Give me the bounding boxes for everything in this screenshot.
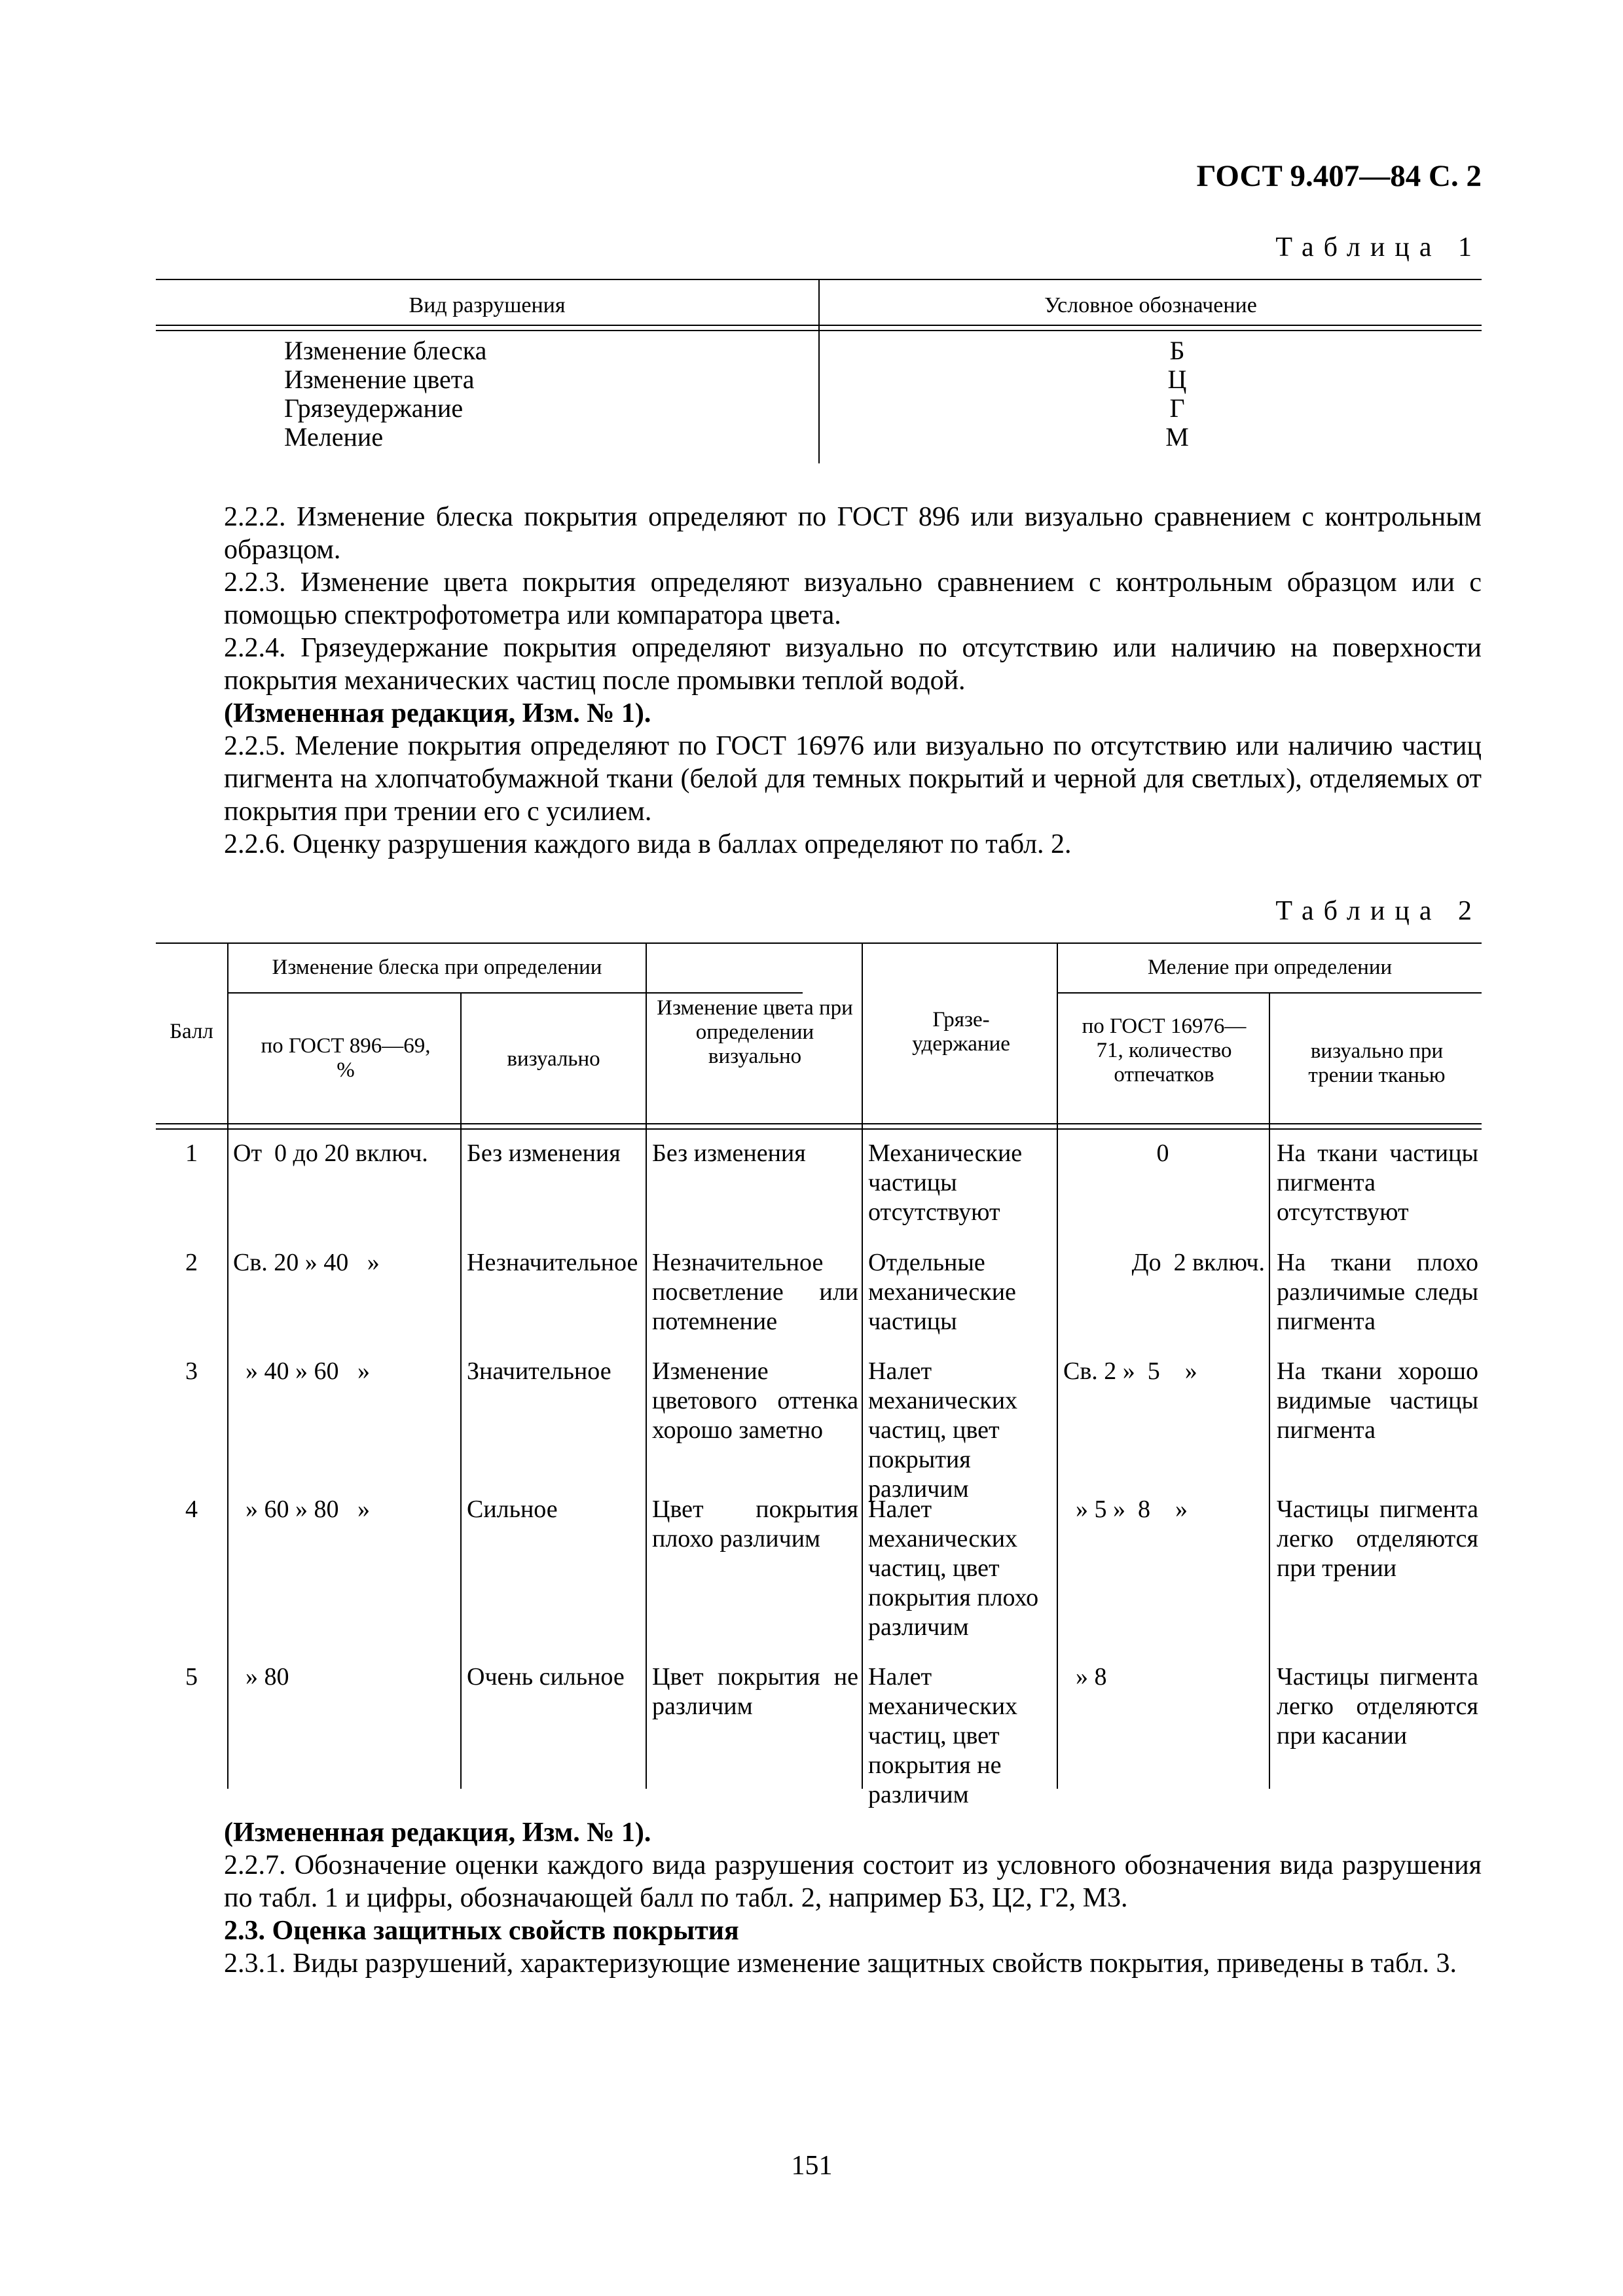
table2-header-rule — [156, 1123, 1482, 1124]
table2-vline — [646, 942, 647, 1789]
table1-code: Ц — [1167, 365, 1187, 394]
cell-ball: 3 — [185, 1357, 198, 1385]
cell-gloss-gost: » 40 » 60 » — [233, 1357, 370, 1385]
table1-name: Изменение цвета — [284, 365, 475, 394]
cell-chalk-gost: До 2 включ. — [1131, 1249, 1265, 1276]
cell-chalk-gost: Св. 2 » 5 » — [1063, 1357, 1197, 1385]
table1-name: Меление — [284, 422, 384, 452]
header-ball: Балл — [170, 1020, 213, 1043]
table2-vline — [862, 942, 863, 1789]
paragraph-2-3-1: 2.3.1. Виды разрушений, характеризующие изменение защитных свойств покрытия, приведены в табл. 3. — [224, 1948, 1457, 1979]
cell-dirt: Налет механических частиц, цвет покрытия не различим — [868, 1663, 1018, 1808]
amendment-note: (Измененная редакция, Изм. № 1). — [224, 1818, 651, 1848]
table1-caption: Таблица 1 — [1275, 232, 1482, 262]
table1-code: Б — [1169, 336, 1185, 365]
paragraph-2-2-4: 2.2.4. Грязеудержание покрытия определяют визуально по отсутствию или наличию на поверхности покрытия механических частиц после промывки теплой водой. — [224, 633, 1482, 696]
table1-name: Грязеудержание — [284, 393, 464, 423]
cell-gloss-visual: Незначительное — [467, 1249, 638, 1276]
cell-gloss-visual: Очень сильное — [467, 1663, 625, 1691]
cell-ball: 5 — [185, 1663, 198, 1691]
cell-gloss-gost: » 80 — [233, 1663, 289, 1691]
header-chalk-gost: по ГОСТ 16976—71, количество отпечатков — [1082, 1014, 1247, 1086]
table2-gloss-group-rule — [227, 992, 803, 994]
header-dirt: Грязе-удержание — [912, 1008, 1010, 1056]
paragraph-2-2-3: 2.2.3. Изменение цвета покрытия определяют визуально сравнением с контрольным образцом или с помощью спектрофотометра или компаратора цвета. — [224, 567, 1482, 630]
table2-vline — [1057, 942, 1058, 1789]
header-gloss-gost: по ГОСТ 896—69, % — [261, 1034, 431, 1082]
cell-ball: 1 — [185, 1139, 198, 1167]
cell-chalk-gost: » 5 » 8 » — [1063, 1496, 1188, 1523]
table1-names — [284, 336, 486, 452]
table2-caption: Таблица 2 — [1275, 896, 1482, 926]
cell-ball: 2 — [185, 1249, 198, 1276]
table1-code: Г — [1169, 393, 1185, 423]
paragraph-2-2-2: 2.2.2. Изменение блеска покрытия определяют по ГОСТ 896 или визуально сравнением с контрольным образцом. — [224, 502, 1482, 565]
section-heading-2-3: 2.3. Оценка защитных свойств покрытия — [224, 1916, 739, 1946]
table1-col-type: Вид разрушения — [409, 293, 566, 317]
cell-chalk-visual: На ткани частицы пигмента отсутствуют — [1277, 1139, 1478, 1226]
cell-dirt: Отдельные механические частицы — [868, 1249, 1016, 1335]
table1-col-code: Условное обозначение — [1044, 293, 1257, 317]
table2-vline — [460, 994, 462, 1789]
table2-vline — [1269, 994, 1270, 1789]
table2-vline — [227, 942, 228, 1789]
cell-chalk-gost: » 8 — [1063, 1663, 1107, 1691]
header-gloss-visual: визуально — [507, 1047, 600, 1071]
cell-color: Цвет покрытия не различим — [652, 1663, 858, 1720]
cell-color: Изменение цветового оттенка хорошо заметно — [652, 1357, 858, 1444]
cell-gloss-visual: Без изменения — [467, 1139, 621, 1167]
cell-gloss-gost: » 60 » 80 » — [233, 1496, 370, 1523]
header-chalk-visual: визуально при трении тканью — [1308, 1039, 1446, 1087]
table1-code: М — [1165, 422, 1189, 452]
cell-ball: 4 — [185, 1496, 198, 1523]
document-header: ГОСТ 9.407—84 С. 2 — [1196, 159, 1482, 193]
cell-gloss-gost: От 0 до 20 включ. — [233, 1139, 428, 1167]
paragraph-block-2 — [156, 1816, 1482, 1980]
cell-chalk-visual: Частицы пигмента легко отделяются при касании — [1277, 1663, 1478, 1749]
table1-name: Изменение блеска — [284, 336, 487, 365]
cell-gloss-visual: Сильное — [467, 1496, 558, 1523]
cell-chalk-visual: На ткани хорошо видимые частицы пигмента — [1277, 1357, 1478, 1444]
table2-header-rule-2 — [156, 1128, 1482, 1130]
cell-gloss-gost: Св. 20 » 40 » — [233, 1249, 380, 1276]
cell-color: Без изменения — [652, 1139, 806, 1167]
cell-color: Незначительное посветление или потемнение — [652, 1249, 858, 1335]
cell-chalk-gost: 0 — [1156, 1139, 1169, 1167]
table1 — [156, 279, 1482, 463]
header-gloss-group: Изменение блеска при определении — [272, 956, 602, 979]
cell-chalk-visual: Частицы пигмента легко отделяются при трении — [1277, 1496, 1478, 1582]
table2-top-rule — [156, 942, 1482, 944]
cell-dirt: Налет механических частиц, цвет покрытия плохо различим — [868, 1496, 1039, 1641]
paragraph-block-1 — [156, 501, 1482, 861]
header-chalk-group: Меление при определении — [1147, 956, 1393, 979]
amendment-note: (Измененная редакция, Изм. № 1). — [224, 698, 651, 728]
table2 — [156, 942, 1482, 1808]
cell-chalk-visual: На ткани плохо различимые следы пигмента — [1277, 1249, 1478, 1335]
cell-color: Цвет покрытия плохо различим — [652, 1496, 858, 1552]
cell-dirt: Механические частицы отсутствуют — [868, 1139, 1023, 1226]
table1-codes — [1118, 336, 1236, 452]
paragraph-2-2-5: 2.2.5. Меление покрытия определяют по ГОСТ 16976 или визуально по отсутствию или наличию частиц пигмента на хлопчатобумажной ткани (белой для темных покрытий и черной для светлых), отделяемых от покрытия при трении его с усилием. — [224, 731, 1482, 827]
header-color: Изменение цвета при определении визуально — [657, 996, 853, 1068]
paragraph-2-2-7: 2.2.7. Обозначение оценки каждого вида разрушения состоит из условного обозначения вида разрушения по табл. 1 и цифры, обозначающей балл по табл. 2, например Б3, Ц2, Г2, М3. — [224, 1850, 1482, 1913]
paragraph-2-2-6: 2.2.6. Оценку разрушения каждого вида в баллах определяют по табл. 2. — [224, 829, 1072, 859]
cell-dirt: Налет механических частиц, цвет покрытия различим — [868, 1357, 1018, 1503]
cell-gloss-visual: Значительное — [467, 1357, 611, 1385]
page-number: 151 — [791, 2151, 833, 2181]
